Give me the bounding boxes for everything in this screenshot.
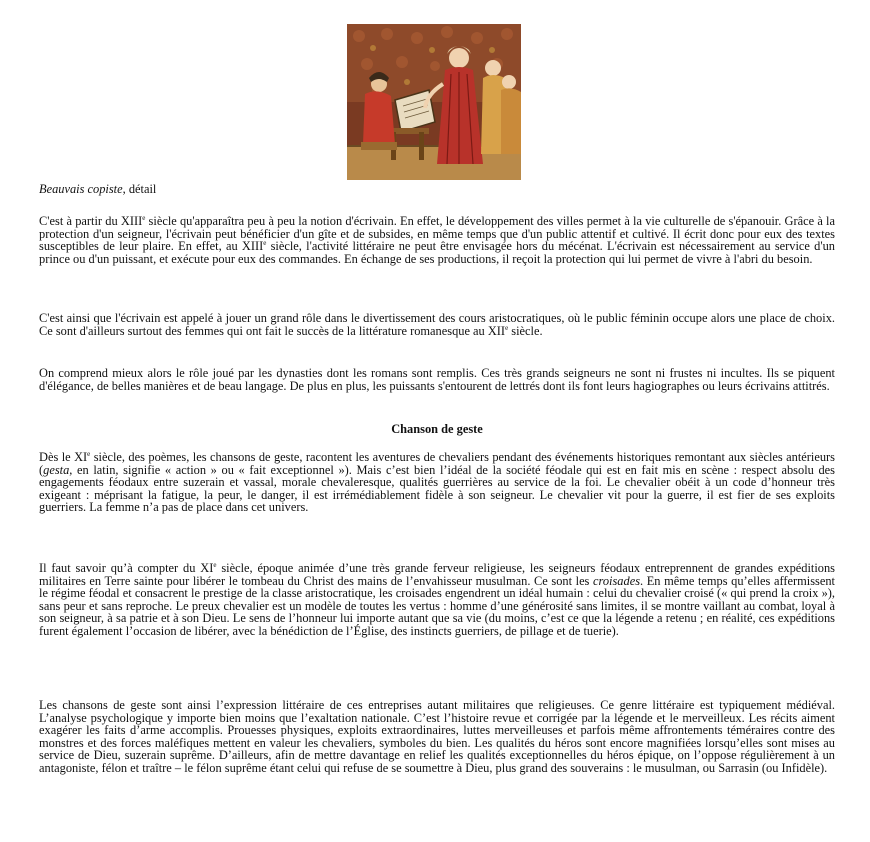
- p5-text-a: Il faut savoir qu’à compter du XI: [39, 561, 214, 575]
- image-caption: [39, 183, 829, 196]
- p5-text-b: siècle, époque animée d’une très grande ferveur religieuse, les seigneurs féodaux entreprennent de grandes expéditions militaires en Terre sainte pour libérer le tombeau du Christ des mains de l’envahisseur musulman. Ce sont les: [39, 561, 835, 588]
- paragraph-4: [39, 451, 835, 514]
- paragraph-2: [39, 312, 835, 337]
- p5-sup-1: e: [213, 561, 217, 569]
- p1-text-a: C'est à partir du XIII: [39, 214, 143, 228]
- paragraph-5: [39, 562, 835, 638]
- p1-text-b: siècle qu'apparaîtra peu à peu la notion d'écrivain. En effet, le développement des villes permet à la vie culturelle de s'épanouir. Grâce à la protection d'un seigneur, l'écrivain peut bénéficier d'un gîte et de subsides, en même temps que d'un public attentif et cultivé. Il écrit donc pour eux des textes susceptibles de leur plaire. En effet, au XIII: [39, 214, 836, 254]
- paragraph-3: On comprend mieux alors le rôle joué par les dynasties dont les romans sont remplis. Ces très grands seigneurs ne sont ni frustes ni incultes. Ils se piquent d'élégance, de belles manières et de beau langage. De plus en plus, les puissants s'entourent de lettrés dont ils font leurs hagiographes ou leurs écrivains attitrés.: [39, 366, 835, 393]
- p4-emphasis: gesta: [43, 462, 70, 477]
- medieval-scribe-illumination-icon: [347, 24, 521, 180]
- p5-emphasis: croisades: [592, 573, 641, 588]
- p5-text-c: . En même temps qu’elles affermissent le régime féodal et consacrent le prestige de la classe aristocratique, les croisades engendrent un idéal humain : celui du chevalier croisé (« qui prend la croix »), sans peur et sans reproche. Le preux chevalier est un modèle de toutes les vertus : homme d’une générosité sans limites, il se montre vaillant au combat, loyal à son seigneur, à sa patrie et à son Dieu. Le sens de l’honneur lui importe autant que sa vie (du moins, c’est ce que la légende a retenu ; en réalité, ces expéditions furent également l’occasion de libérer, avec la bénédiction de l’Église, des instincts guerriers, de pillage et de tuerie).: [39, 573, 835, 638]
- paragraph-6: Les chansons de geste sont ainsi l’expression littéraire de ces entreprises autant militaires que religieuses. Ce genre littéraire est typiquement médiéval. L’analyse psychologique y importe bien moins que l’exaltation nationale. C’est l’histoire revue et corrigée par la légende et le merveilleux. Les récits aiment exagérer les faits d’arme accomplis. Prouesses physiques, exploits extraordinaires, luttes merveilleuses et parfois même affrontements téméraires contre des monstres et des forces maléfiques mettent en valeur les chevaliers, symboles du bien. Les qualités du héros sont encore magnifiées lorsqu’elles sont mises au service de Dieu, suzerain suprême. D’ailleurs, afin de mettre davantage en relief les qualités exceptionnelles du héros épique, on l’oppose régulièrement à un antagoniste, félon et traître – le félon suprême étant celui qui refuse de se soumettre à Dieu, plus grand des souverains : le musulman, ou Sarrasin (ou Infidèle).: [39, 698, 835, 775]
- p1-sup-2: e: [263, 239, 267, 248]
- p4-text-b: siècle, des poèmes, les chansons de geste, racontent les aventures de chevaliers pendant des événements historiques remontant aux siècles antérieurs (: [39, 450, 835, 477]
- illumination-image: [347, 24, 521, 180]
- p1-sup-1: e: [142, 214, 146, 222]
- p4-text-a: Dès le XI: [39, 450, 88, 464]
- p4-text-c: , en latin, signifie « action » ou « fait exceptionnel »). Mais c’est bien l’idéal de la société féodale qui est en fait mis en scène : respect absolu des engagements féodaux entre suzerain et vassal, morale chevaleresque, qualités guerrières au service de la foi. Le chevalier obéit à un code d’honneur très exigeant : méprisant la fatigue, la peur, le danger, il est irrémédiablement fidèle à son seigneur. Le chevalier vit pour la guerre, il est fier de ses exploits guerriers. La femme n’a pas de place dans cet univers.: [39, 462, 835, 515]
- p4-sup-1: e: [87, 450, 91, 458]
- section-heading: Chanson de geste: [391, 422, 483, 436]
- caption-suffix: , détail: [122, 182, 157, 196]
- p2-text-b: siècle.: [508, 323, 543, 338]
- caption-title: Beauvais copiste: [39, 182, 123, 196]
- paragraph-1: [39, 215, 835, 265]
- p1-text-c: siècle, l'activité littéraire ne peut être envisagée hors du mécénat. L'écrivain est nécessairement au service d'un prince ou d'un puissant, et exécute pour eux des commandes. En échange de ses productions, il reçoit la protection qui lui permet de vivre à l'abri du besoin.: [39, 239, 835, 266]
- p2-sup-1: e: [505, 323, 509, 332]
- p2-text-a: C'est ainsi que l'écrivain est appelé à jouer un grand rôle dans le divertissement des cours aristocratiques, où le public féminin occupe alors une place de choix. Ce sont d'ailleurs surtout des femmes qui ont fait le succès de la littérature romanesque au XII: [39, 311, 835, 338]
